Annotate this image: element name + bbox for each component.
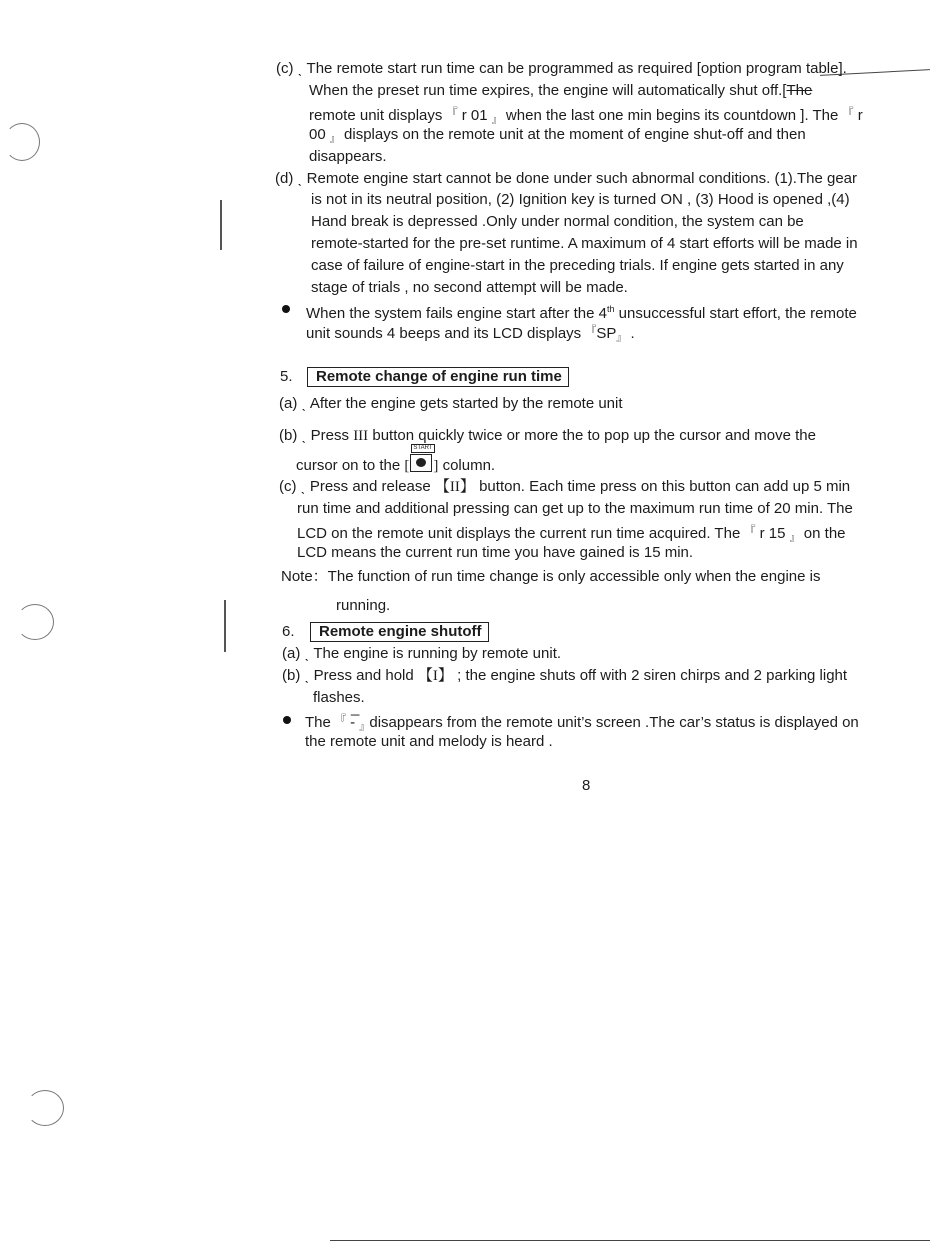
s5-a: (a) ˎ After the engine gets started by the remote unit xyxy=(279,395,623,412)
c-line-1: (c) ˎ The remote start run time can be programmed as required [option program table]. xyxy=(276,60,847,77)
d-line-2: is not in its neutral position, (2) Ignition key is turned ON , (3) Hood is opened ,(4) xyxy=(311,191,850,208)
s5-note-line-1: Note：The function of run time change is only accessible only when the engine is xyxy=(281,568,821,585)
s6-a: (a) ˎ The engine is running by remote unit. xyxy=(282,645,562,662)
margin-mark-1 xyxy=(220,200,222,250)
s6-bullet-line-1: The 『 -̅ $_』$disappears from the remote unit’s screen .The car’s status is displayed on xyxy=(305,714,859,733)
d-line-6: stage of trials , no second attempt will be made. xyxy=(311,279,628,296)
c-line-4: 00 $_』$ displays on the remote unit at the moment of engine shut-off and then xyxy=(309,126,806,145)
section-5-number: 5. xyxy=(280,368,293,385)
s5-c-line-3: LCD on the remote unit displays the current run time acquired. The 『 r 15 $_』$ on the xyxy=(297,525,846,544)
c-line-5: disappears. xyxy=(309,148,387,165)
bullet-dot xyxy=(282,305,290,313)
margin-mark-2 xyxy=(224,600,226,652)
button-iii-label: III xyxy=(353,428,369,444)
d-line-4: remote-started for the pre-set runtime. A maximum of 4 start efforts will be made in xyxy=(311,235,858,252)
d-line-3: Hand break is depressed .Only under normal condition, the system can be xyxy=(311,213,804,230)
button-i-label: I xyxy=(432,668,438,684)
bullet1-line-2: unit sounds 4 beeps and its LCD displays $^『SP_』$ . xyxy=(306,325,635,344)
s5-c-line-4: LCD means the current run time you have gained is 15 min. xyxy=(297,544,694,561)
d-line-5: case of failure of engine-start in the preceding trials. If engine gets started in any xyxy=(311,257,844,274)
section-6-heading: Remote engine shutoff xyxy=(310,622,489,642)
s6-b-line-1: (b) ˎ Press and hold 【I】 ; the engine shuts off with 2 siren chirps and 2 parking light xyxy=(282,667,848,684)
s5-c-line-2: run time and additional pressing can get up to the maximum run time of 20 min. The xyxy=(297,500,853,517)
s6-bullet-line-2: the remote unit and melody is heard . xyxy=(305,733,553,750)
bullet1-line-1: When the system fails engine start after the 4th unsuccessful start effort, the remote xyxy=(306,304,857,322)
d-line-1: (d) ˎ Remote engine start cannot be done under such abnormal conditions. (1).The gear xyxy=(275,170,857,187)
binder-hole-middle xyxy=(16,604,54,640)
lcd-r15: r 15 xyxy=(755,525,790,542)
section-5-heading: Remote change of engine run time xyxy=(307,367,569,387)
page-number: 8 xyxy=(582,777,591,794)
lcd-r01: r 01 xyxy=(457,107,492,124)
c-line-3: remote unit displays 『 r 01 $_』$ when the last one min begins its countdown ]. The 『 r xyxy=(309,107,863,126)
c-line-2: When the preset run time expires, the engine will automatically shut off.[The xyxy=(309,82,813,99)
scan-edge-line xyxy=(330,1240,930,1241)
s6-b-line-2: flashes. xyxy=(313,689,365,706)
s5-b-line-1: (b) ˎ Press III button quickly twice or more the to pop up the cursor and move the xyxy=(279,427,816,444)
s5-note-line-2: running. xyxy=(336,597,391,614)
binder-hole-bottom xyxy=(26,1090,64,1126)
section-6-number: 6. xyxy=(282,623,295,640)
binder-hole-top xyxy=(4,123,40,161)
button-ii-label: II xyxy=(449,479,460,495)
struck-text: The xyxy=(786,82,813,99)
s5-c-line-1: (c) ˎ Press and release 【II】 button. Each time press on this button can add up 5 min xyxy=(279,478,851,495)
lcd-sp: SP xyxy=(596,325,617,342)
bullet-dot xyxy=(283,716,291,724)
start-icon: START xyxy=(410,454,432,472)
s5-b-line-2: cursor on to the [ START ] column. xyxy=(296,445,496,474)
lcd-r00: 00 xyxy=(309,126,330,143)
lcd-dash: -̅ xyxy=(346,714,360,731)
